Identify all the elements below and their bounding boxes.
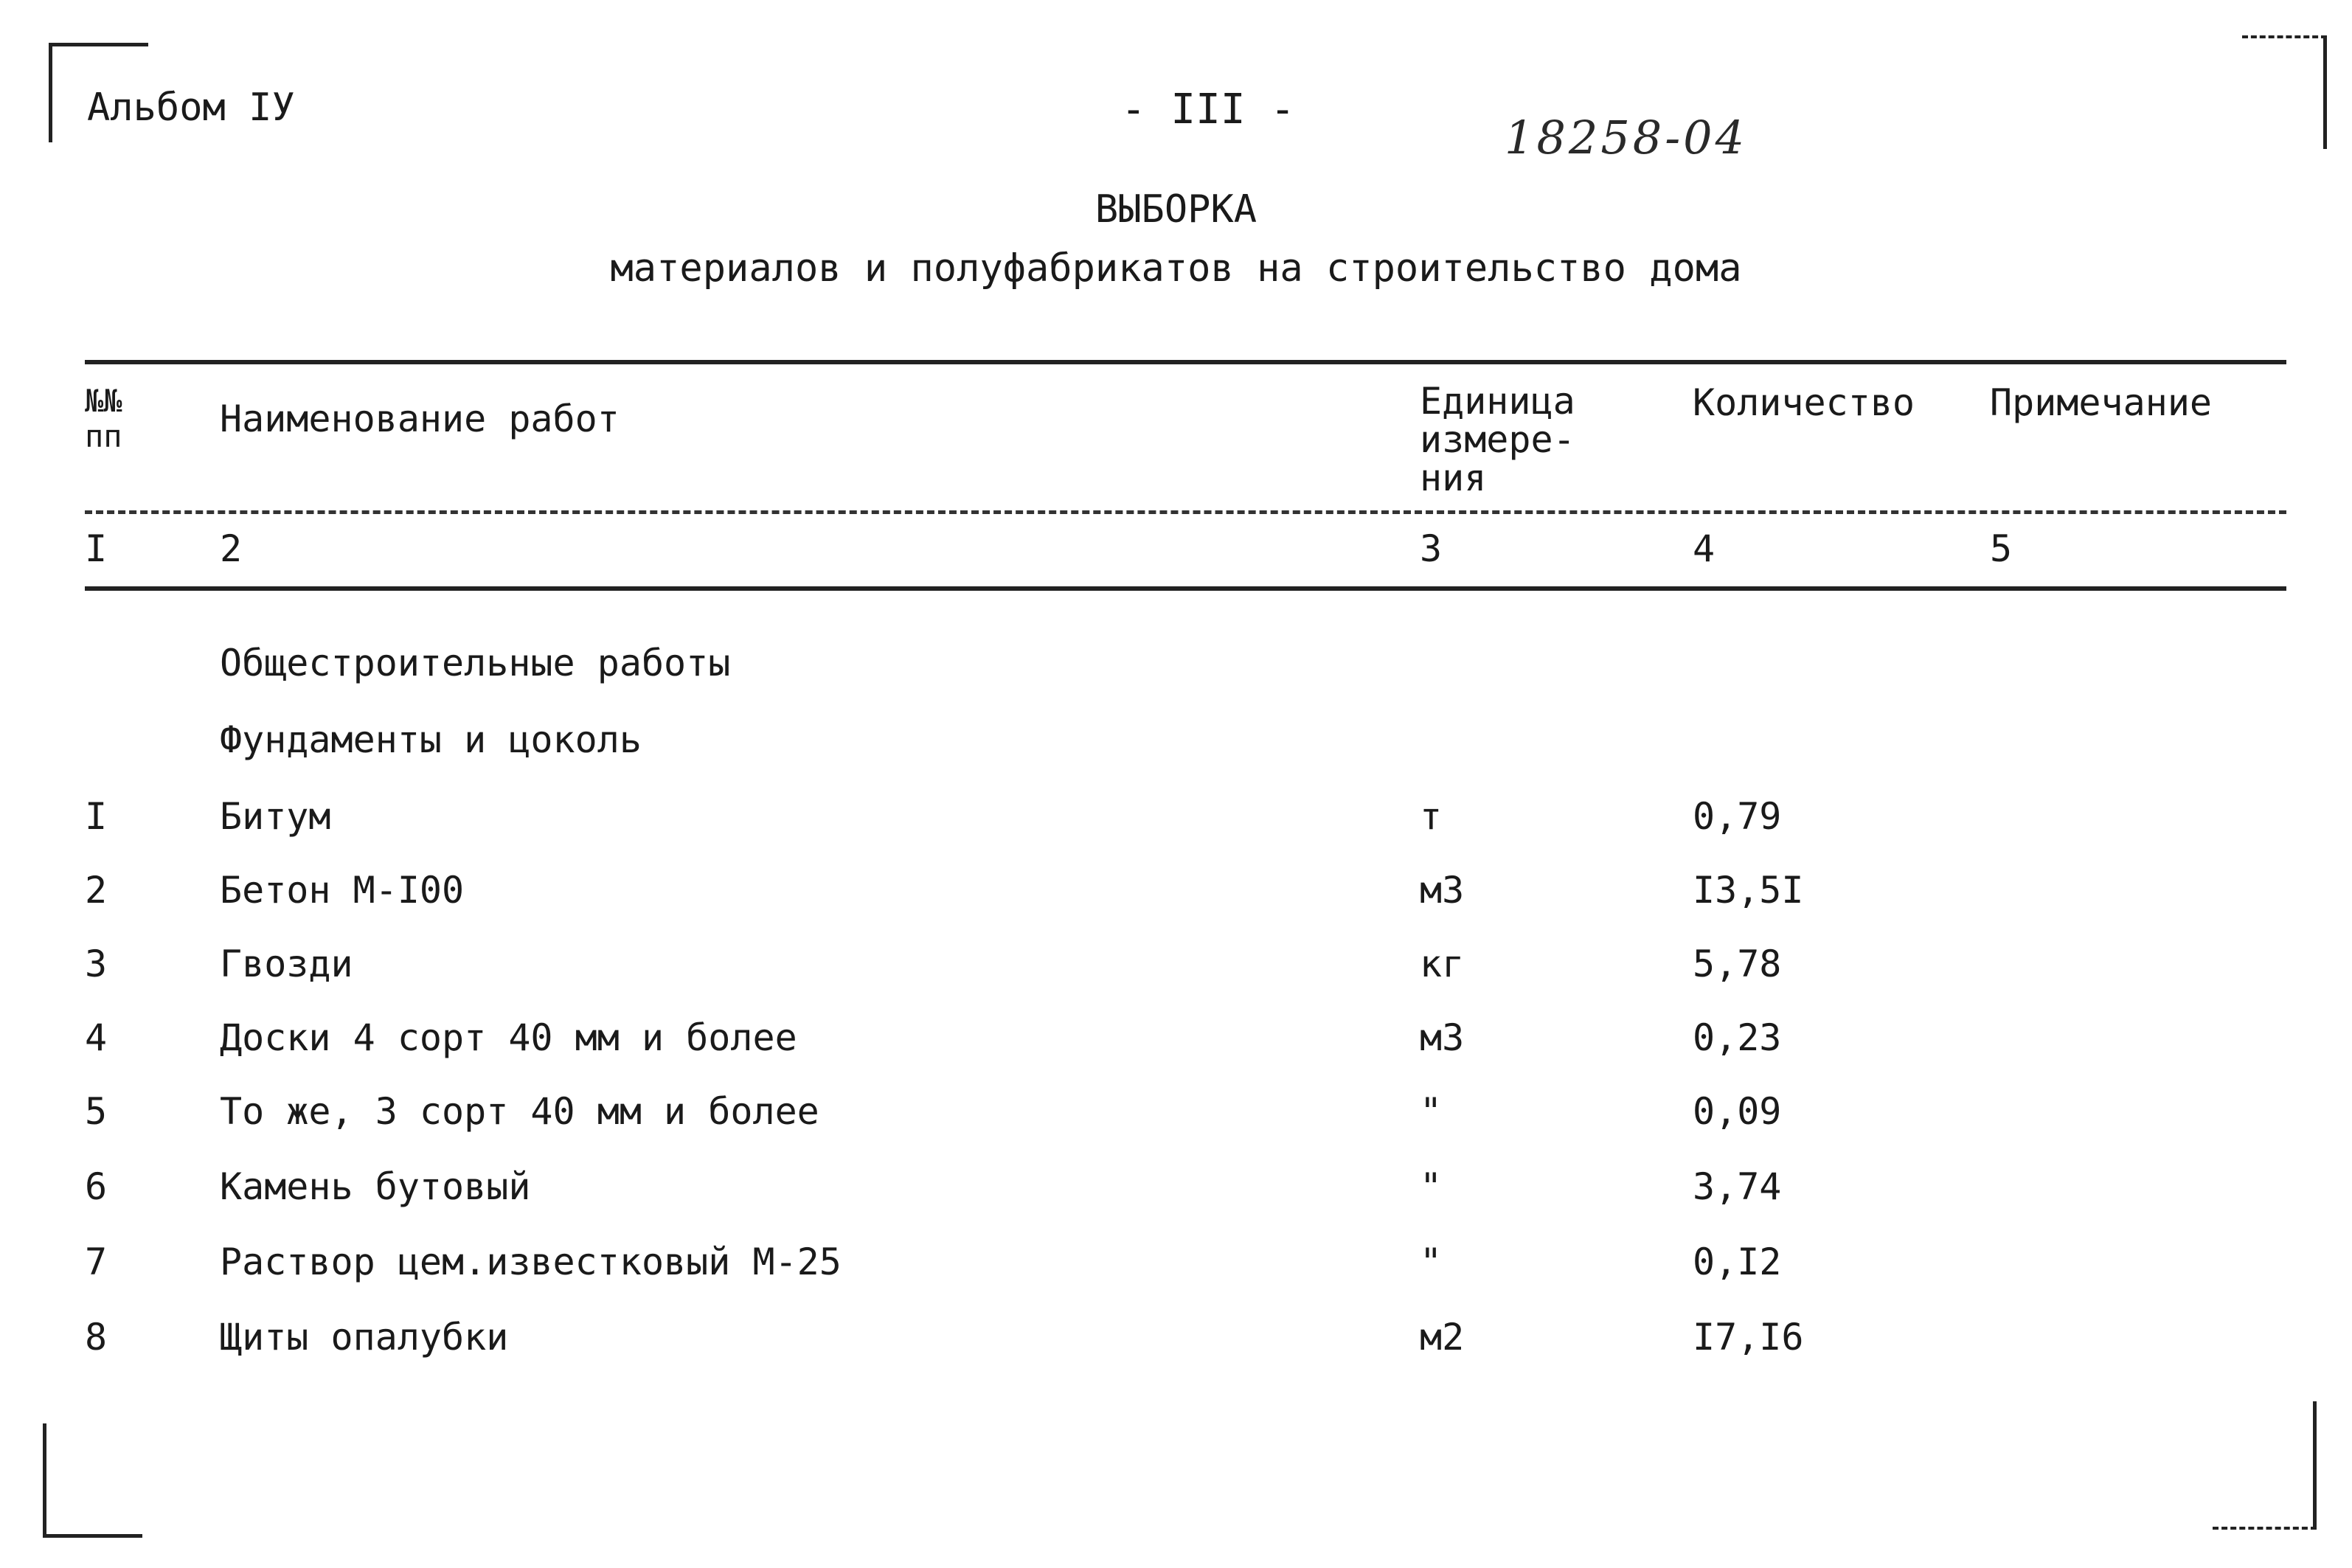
section-subheading: Фундаменты и цоколь (220, 718, 642, 761)
column-number-2: 2 (220, 527, 243, 570)
row-quantity: 0,23 (1693, 1016, 1782, 1059)
row-name: Камень бутовый (220, 1165, 531, 1208)
row-number: 4 (85, 1016, 108, 1059)
column-number-4: 4 (1693, 527, 1716, 570)
row-unit: " (1420, 1165, 1443, 1208)
table-row (0, 1016, 2352, 1068)
row-number: 7 (85, 1241, 108, 1283)
table-row (0, 795, 2352, 847)
table-header-divider (85, 510, 2286, 514)
column-header-name: Наименование работ (220, 398, 620, 440)
row-quantity: I3,5I (1693, 869, 1804, 912)
table-row (0, 1090, 2352, 1142)
corner-mark-top-right (2242, 35, 2327, 149)
document-title: ВЫБОРКА (1095, 187, 1257, 232)
column-number-1: I (85, 527, 108, 570)
row-name: Доски 4 сорт 40 мм и более (220, 1016, 797, 1059)
row-unit: м3 (1420, 1016, 1465, 1059)
table-row (0, 1241, 2352, 1292)
table-body-top-rule (85, 586, 2286, 591)
corner-mark-bottom-right (2213, 1401, 2317, 1530)
column-number-5: 5 (1990, 527, 2013, 570)
column-header-number: №№ пп (85, 383, 122, 454)
album-label: Альбом IУ (87, 86, 295, 130)
table-row (0, 1165, 2352, 1217)
row-unit: " (1420, 1090, 1443, 1133)
row-name: Раствор цем.известковый М-25 (220, 1241, 842, 1283)
row-unit: м3 (1420, 869, 1465, 912)
page-number: - III - (1121, 86, 1296, 133)
row-quantity: I7,I6 (1693, 1316, 1804, 1359)
row-number: 6 (85, 1165, 108, 1208)
row-number: 5 (85, 1090, 108, 1133)
table-top-rule (85, 360, 2286, 364)
row-quantity: 3,74 (1693, 1165, 1782, 1208)
handwritten-doc-number: 18258-04 (1505, 111, 1748, 164)
row-unit: кг (1420, 943, 1465, 985)
row-quantity: 0,I2 (1693, 1241, 1782, 1283)
row-number: I (85, 795, 108, 838)
row-quantity: 0,09 (1693, 1090, 1782, 1133)
row-quantity: 5,78 (1693, 943, 1782, 985)
row-name: То же, 3 сорт 40 мм и более (220, 1090, 819, 1133)
row-unit: м2 (1420, 1316, 1465, 1359)
row-unit: " (1420, 1241, 1443, 1283)
table-row (0, 943, 2352, 994)
row-name: Бетон М-I00 (220, 869, 465, 912)
column-number-3: 3 (1420, 527, 1443, 570)
row-number: 8 (85, 1316, 108, 1359)
section-heading: Общестроительные работы (220, 642, 731, 684)
row-name: Гвозди (220, 943, 353, 985)
row-number: 3 (85, 943, 108, 985)
row-number: 2 (85, 869, 108, 912)
corner-mark-bottom-left (43, 1423, 142, 1538)
column-header-quantity: Количество (1693, 381, 1915, 424)
row-name: Щиты опалубки (220, 1316, 509, 1359)
table-row (0, 869, 2352, 920)
row-name: Битум (220, 795, 331, 838)
table-row (0, 1316, 2352, 1367)
document-subtitle: материалов и полуфабрикатов на строительство дома (610, 246, 1742, 291)
row-quantity: 0,79 (1693, 795, 1782, 838)
column-header-note: Примечание (1990, 381, 2213, 424)
row-unit: т (1420, 795, 1443, 838)
column-header-unit: Единица измере- ния (1420, 380, 1575, 499)
